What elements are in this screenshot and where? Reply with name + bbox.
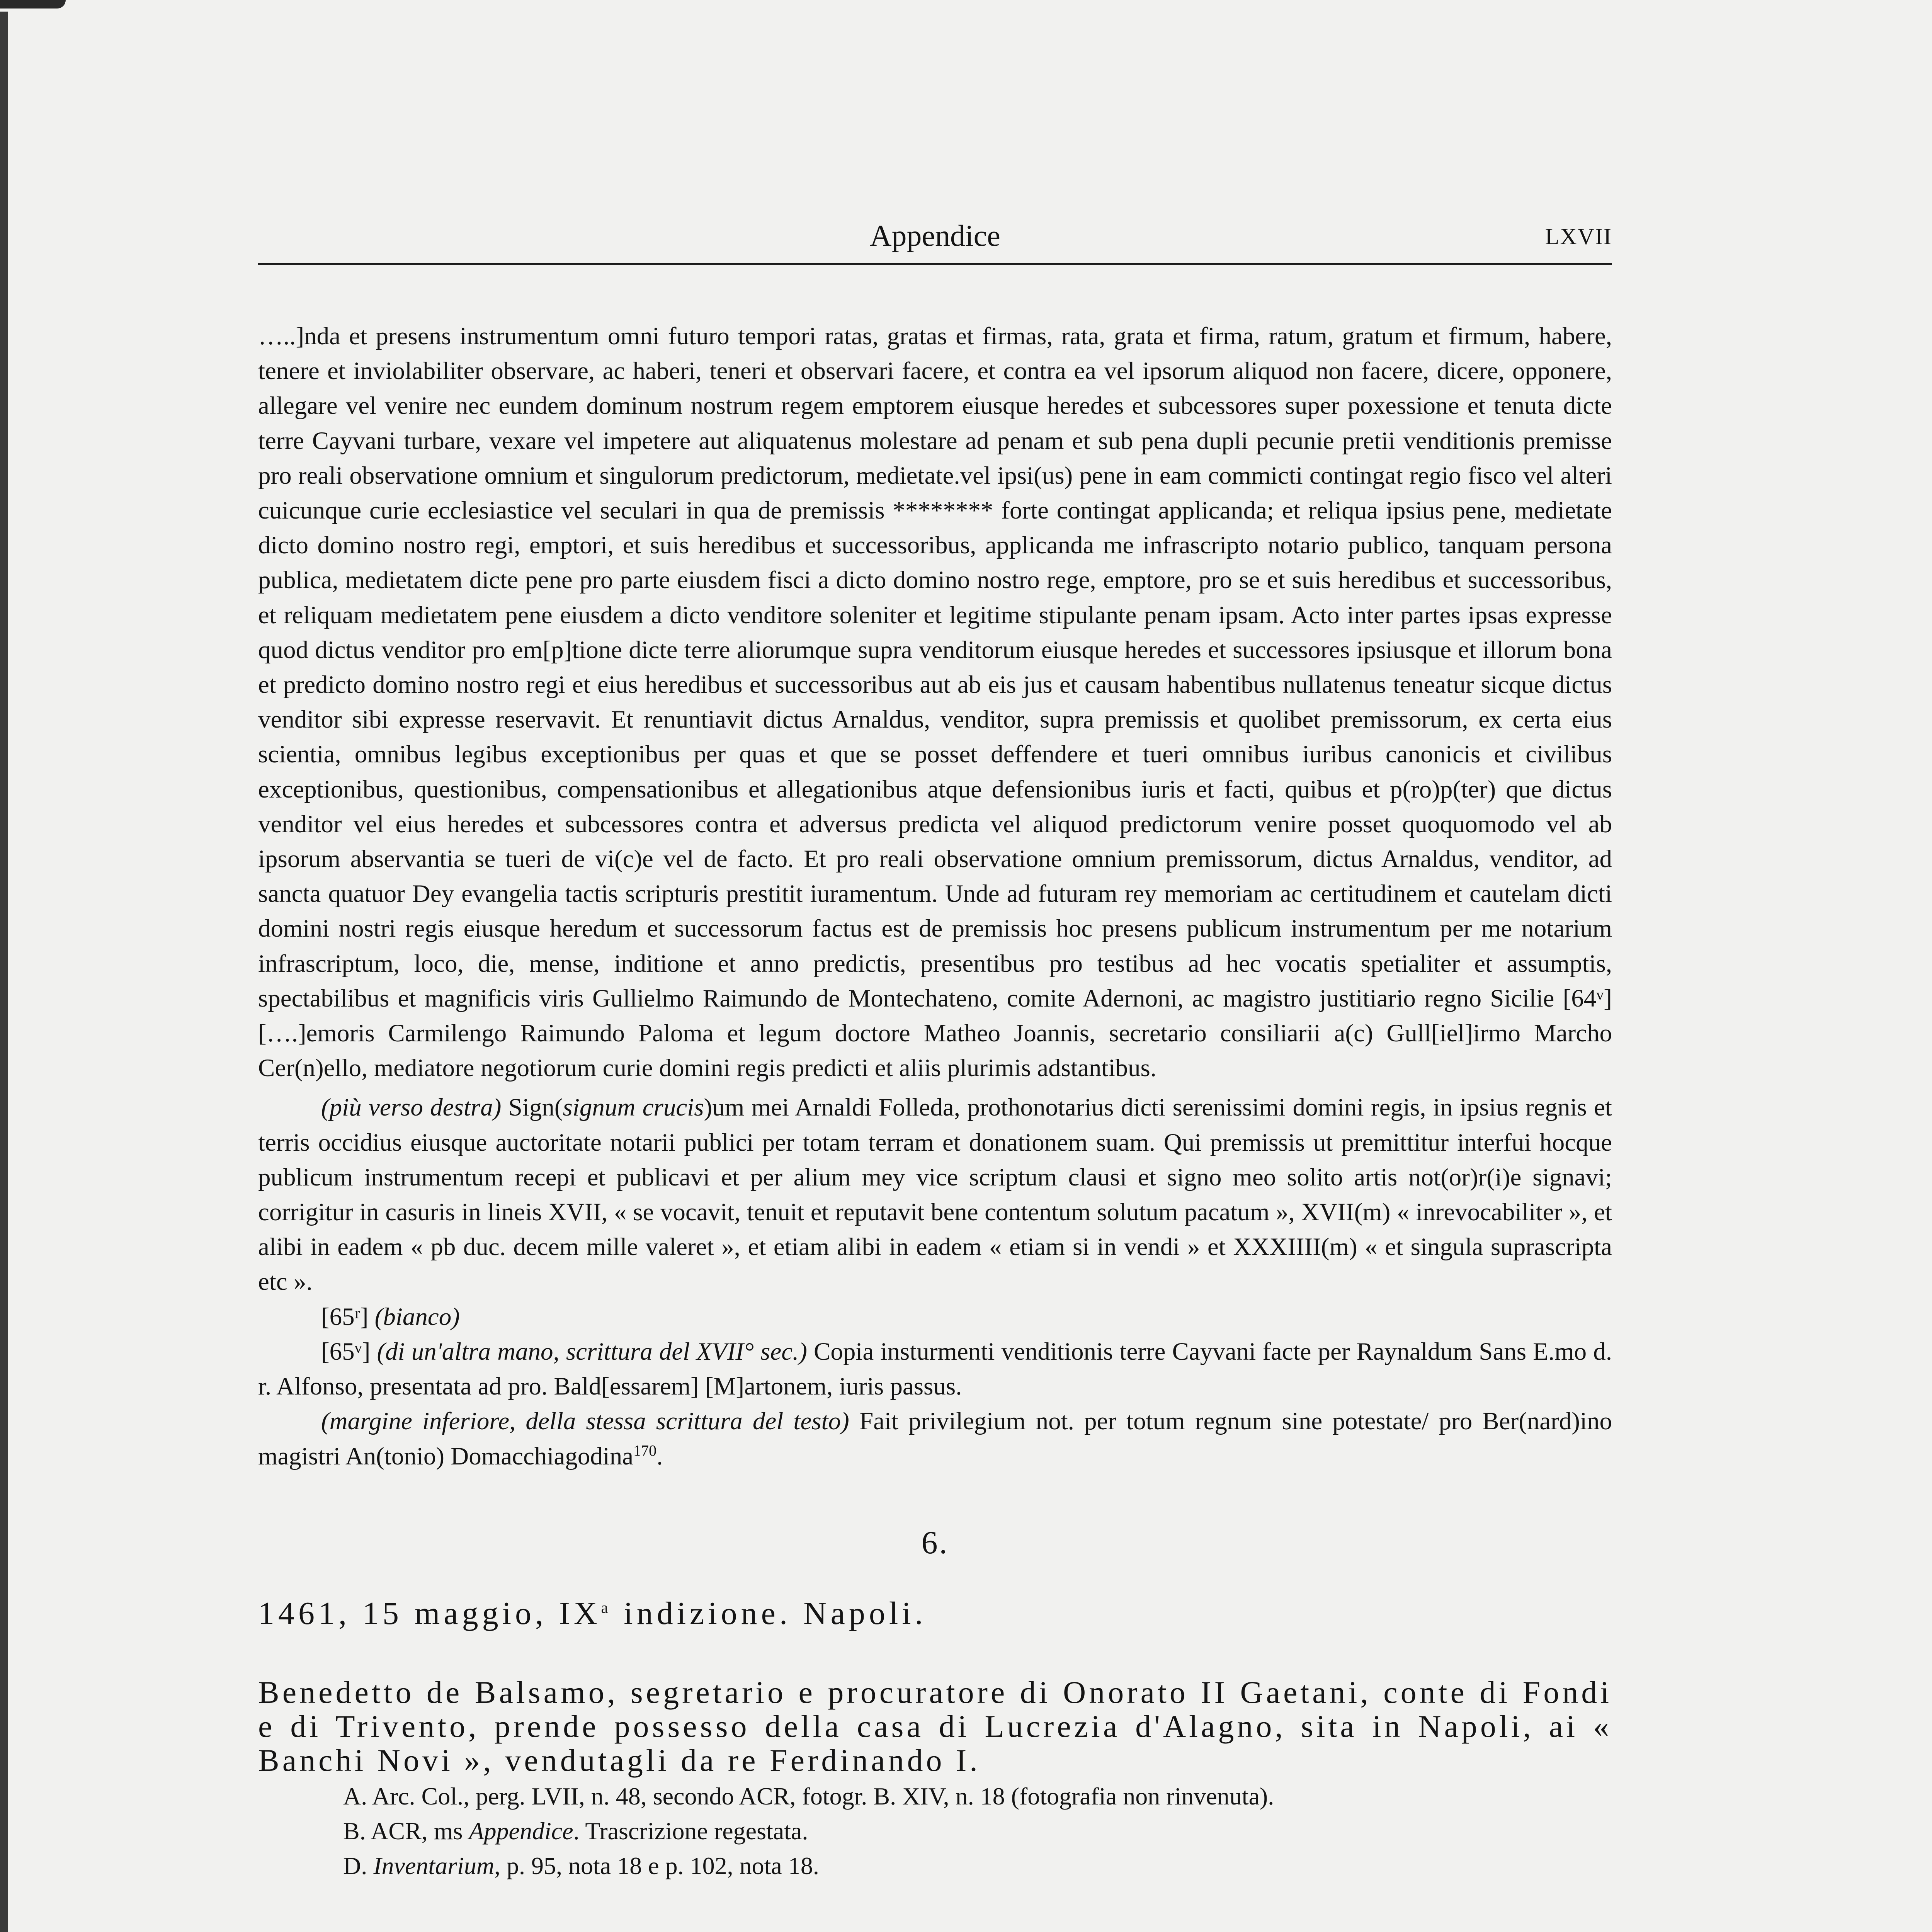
date-text-end: indizione. Napoli. — [612, 1595, 927, 1631]
reference-b-title: Appendice — [469, 1817, 573, 1845]
running-head-title: Appendice — [870, 219, 1000, 252]
reference-b — [258, 1814, 1612, 1849]
editorial-note: (più verso destra) — [321, 1094, 502, 1122]
folio-65r-note: (bianco) — [374, 1303, 460, 1331]
document-summary: Benedetto de Balsamo, segretario e procuratore di Onorato II Gaetani, conte di Fondi e di Trivento, prende possesso della casa di Lucrezia d'Alagno, sita in Napoli, ai « Banchi Novi », vendutagli da re Ferdinando I. — [258, 1674, 1612, 1778]
document-paragraph-1 — [258, 1930, 1612, 1932]
folio-65v-paragraph — [258, 1334, 1612, 1404]
book-page — [258, 209, 1612, 1932]
scan-shadow-left — [0, 12, 8, 1932]
reference-b-text: B. ACR, ms — [343, 1817, 469, 1845]
signature-paragraph — [258, 1090, 1612, 1299]
footnote-ref-170: 170 — [633, 1441, 657, 1459]
folio-65v-note: (di un'altra mano, scrittura del XVII° sec.) — [377, 1337, 807, 1366]
margin-note-text: Fait privilegium not. per totum regnum sine potestate/ pro Ber(nard)ino magistri An(tonio) Domacchiagodina — [258, 1407, 1612, 1470]
running-head — [258, 209, 1612, 265]
folio-65r-ref: [65ʳ] — [321, 1303, 375, 1331]
section-number: 6. — [921, 1524, 949, 1561]
margin-note-label: (margine inferiore, della stessa scrittura del testo) — [321, 1407, 849, 1435]
margin-note-paragraph — [258, 1404, 1612, 1473]
main-paragraph: …..]nda et presens instrumentum omni futuro tempori ratas, gratas et firmas, rata, grata et firma, ratum, gratum et firmum, habere, tenere et inviolabiliter observare, ac haberi, teneri et observari facere, et contra ea vel ipsorum aliquod non facere, dicere, opponere, allegare vel venire nec eundem dominum nostrum regem emptorem eiusque heredes et subcessores super poxessione et tenuta dicte terre Cayvani turbare, vexare vel impetere aut aliquatenus molestare ad penam et sub pena dupli pecunie pretii venditionis premisse pro reali observatione omnium et singulorum predictorum, medietate.vel ipsi(us) pene in eam commicti contingat regio fisco vel alteri cuicunque curie ecclesiastice vel seculari in qua de premissis ******** forte contingat applicanda; et reliqua ipsius pene, medietate dicto domino nostro regi, emptori, et suis heredibus et successoribus, applicanda me infrascripto notario publico, tanquam persona publica, medietatem dicte pene pro parte eiusdem fisci a dicto domino nostro rege, emptore, pro se et suis heredibus et successoribus, et reliquam medietatem pene eiusdem a dicto venditore soleniter et legitime stipulante penam ipsam. Acto inter partes ipsas expresse quod dictus venditor pro em[p]tione dicte terre aliorumque supra venditorum eiusque heredes et successores ipsiusque et illorum bona et predicto domino nostro regi et eius heredibus et successoribus aut ab eis jus et causam habentibus nullatenus teneatur sicque dictus venditor sibi expresse reservavit. Et renuntiavit dictus Arnaldus, venditor, supra premissis et quolibet premissorum, ex certa eius scientia, omnibus legibus exceptionibus per quas et que se posset deffendere et tueri omnibus iuribus canonicis et civilibus exceptionibus, questionibus, compensationibus et allegationibus atque defensionibus iuris et facti, quibus et p(ro)p(ter) que dictus venditor vel eius heredes et subcessores contra et adversus predicta vel aliquod predictorum venire posset quoquomodo vel ab ipsorum abservantia se tueri de vi(c)e vel de facto. Et pro reali observatione omnium premissorum, dictus Arnaldus, venditor, ad sancta quatuor Dey evangelia tactis scripturis prestitit iuramentum. Unde ad futuram rey memoriam ac certitudinem et cautelam dicti domini nostri regis eiusque heredum et successorum factus est de premissis hoc presens publicum instrumentum per me notarium infrascriptum, loco, die, mense, inditione et anno predictis, presentibus pro testibus ad hec vocatis spetialiter et assumptis, spectabilibus et magnificis viris Gullielmo Raimundo de Montechateno, comite Adernoni, ac magistro justitiario regno Sicilie [64ᵛ] [….]emoris Carmilengo Raimundo Paloma et legum doctore Matheo Joannis, secretario consiliarii a(c) Gull[iel]irmo Marcho Cer(n)ello, mediatore negotiorum curie domini regis predicti et aliis plurimis adstantibus. — [258, 322, 1612, 1082]
reference-d — [258, 1849, 1612, 1883]
reference-a: A. Arc. Col., perg. LVII, n. 48, secondo ACR, fotogr. B. XIV, n. 18 (fotografia non rinvenuta). — [343, 1782, 1274, 1810]
reference-d-end: , p. 95, nota 18 e p. 102, nota 18. — [494, 1852, 819, 1879]
signature-text-start: Sign( — [501, 1094, 563, 1122]
document-date — [258, 1595, 1612, 1632]
page-number: LXVII — [1545, 224, 1612, 249]
folio-65r-line — [258, 1299, 1612, 1334]
date-text: 1461, 15 maggio, IX — [258, 1595, 601, 1631]
date-superscript: a — [601, 1599, 612, 1616]
reference-d-text: D. — [343, 1852, 374, 1879]
margin-note-end: . — [656, 1442, 663, 1470]
signature-text: )um mei Arnaldi Folleda, prothonotarius dicti serenissimi domini regis, in ipsius regnis et terris occidius eiusque auctoritate notarii publici per totam terram et donationem suam. Qui premissis ut premittitur interfui hocque publicum instrumentum recepi et publicavi et per alium mey vice scriptum clausi et signo meo solito artis not(or)r(i)e signavi; corrigitur in casuris in lineis XVII, « se vocavit, tenuit et reputavit bene contentum solutum pacatum », XVII(m) « inrevocabiliter », et alibi in eadem « pb duc. decem mille valeret », et etiam alibi in eadem « etiam si in vendi » et XXXIIII(m) « et singula suprascripta etc ». — [258, 1094, 1612, 1296]
folio-65v-ref: [65ᵛ] — [321, 1337, 377, 1366]
folio-65v-text: Copia insturmenti venditionis terre Cayvani facte per Raynaldum Sans E.mo d. r. Alfonso, presentata ad pro. Bald[essarem] [M]artonem, iuris passus. — [258, 1337, 1612, 1401]
source-references — [258, 1779, 1612, 1883]
signum-crucis: signum crucis — [563, 1094, 704, 1122]
reference-b-end: . Trascrizione regestata. — [573, 1817, 808, 1845]
reference-d-title: Inventarium — [373, 1852, 495, 1879]
scan-shadow-top — [0, 0, 66, 9]
